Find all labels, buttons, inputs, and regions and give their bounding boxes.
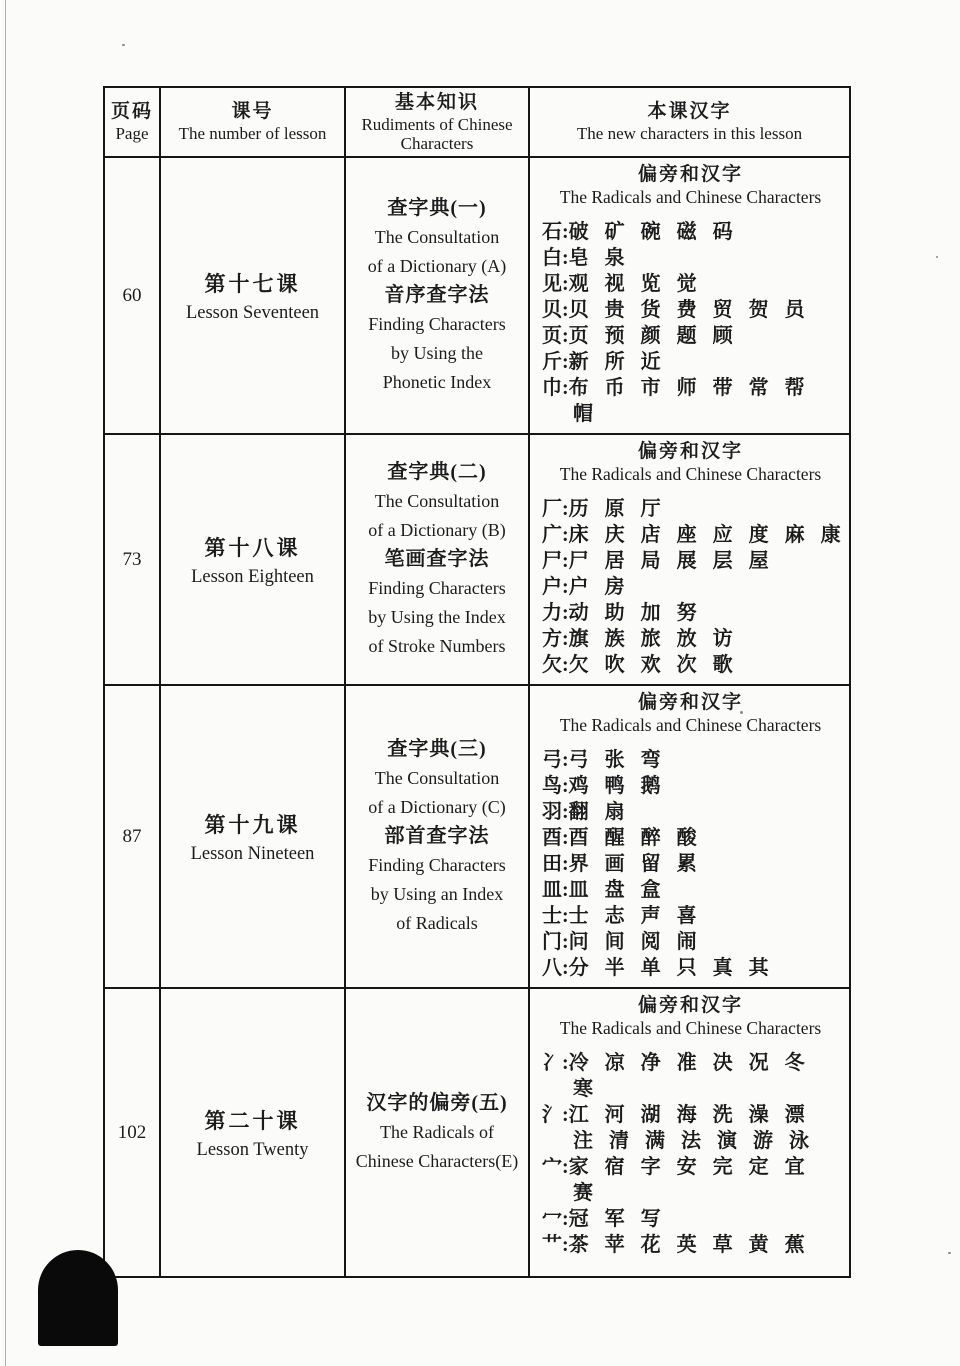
radical-line: 氵:江 河 湖 海 洗 澡 漂 [542, 1104, 805, 1126]
rudiments-line: 音序查字法 [384, 284, 490, 306]
rudiments-cell [346, 158, 530, 435]
rudiments-line: by Using the [391, 343, 483, 363]
radical-line: 斤:新 所 近 [542, 351, 661, 373]
lesson-title-en: Lesson Twenty [196, 1139, 309, 1160]
radical-line: 宀:家 宿 字 安 完 定 宜 [542, 1156, 805, 1178]
radical-line: 白:皂 泉 [542, 247, 625, 269]
rudiments-line: 查字典(三) [387, 738, 487, 760]
radical-line: 皿:皿 盘 盒 [542, 879, 661, 901]
lesson-title-zh: 第十九课 [204, 812, 301, 837]
lesson-title-en: Lesson Nineteen [190, 843, 315, 864]
lesson-cell [161, 435, 346, 686]
rudiments-line: of a Dictionary (C) [368, 797, 506, 817]
radical-line: 巾:布 币 市 师 带 常 帮 [542, 377, 805, 399]
radical-line: 注 清 满 法 演 游 泳 [573, 1130, 809, 1152]
radical-line: 赛 [573, 1182, 593, 1204]
radicals-title-zh: 偏旁和汉字 [637, 692, 743, 713]
page-number-cell: 102 [105, 989, 161, 1276]
header-rudiments-en: Rudiments of Chinese Characters [361, 114, 513, 153]
lesson-title-en: Lesson Seventeen [185, 302, 320, 323]
rudiments-line: Phonetic Index [382, 372, 492, 392]
radicals-title-en: The Radicals and Chinese Characters [559, 1018, 822, 1038]
lesson-title-zh: 第二十课 [204, 1108, 301, 1133]
lesson-title-zh: 第十八课 [204, 535, 301, 560]
header-rudiments-column [346, 88, 530, 158]
scan-speck [122, 44, 125, 46]
page-edge-line [5, 0, 6, 1366]
radical-line: 八:分 半 单 只 真 其 [542, 957, 769, 979]
page-number-cell: 60 [105, 158, 161, 435]
rudiments-line: The Consultation [374, 768, 500, 788]
radical-line: 酉:酉 醒 醉 酸 [542, 827, 697, 849]
rudiments-cell [346, 686, 530, 989]
radicals-title-zh: 偏旁和汉字 [637, 164, 743, 185]
radical-line: 户:户 房 [542, 576, 625, 598]
radical-line: 贝:贝 贵 货 费 贸 贺 员 [542, 299, 805, 321]
radical-line: 冖:冠 军 写 [542, 1208, 661, 1230]
header-lesson-zh: 课号 [231, 101, 274, 122]
header-page-column [105, 88, 161, 158]
rudiments-cell [346, 989, 530, 1276]
page-number-cell: 73 [105, 435, 161, 686]
radical-lines [536, 747, 845, 981]
header-lesson-column [161, 88, 346, 158]
radical-line: 艹:茶 苹 花 英 草 黄 蕉 [542, 1234, 805, 1256]
header-characters-zh: 本课汉字 [647, 101, 732, 122]
characters-cell [530, 686, 849, 989]
radicals-title-en: The Radicals and Chinese Characters [559, 715, 822, 735]
rudiments-line: 笔画查字法 [384, 548, 490, 570]
header-characters-en: The new characters in this lesson [576, 124, 803, 143]
rudiments-line: Finding Characters [368, 578, 506, 598]
radical-line: 尸:尸 居 局 展 层 屋 [542, 550, 769, 572]
rudiments-line: 部首查字法 [384, 825, 490, 847]
radical-line: 石:破 矿 碗 磁 码 [542, 221, 733, 243]
lesson-cell [161, 989, 346, 1276]
radical-line: 欠:欠 吹 欢 次 歌 [542, 654, 733, 676]
radicals-title-en: The Radicals and Chinese Characters [559, 187, 822, 207]
radical-line: 力:动 助 加 努 [542, 602, 697, 624]
rudiments-line: The Radicals of [380, 1122, 494, 1142]
scan-speck [936, 256, 938, 258]
radical-line: 方:旗 族 旅 放 访 [542, 628, 733, 650]
scan-speck [948, 1252, 951, 1254]
page-number-cell: 87 [105, 686, 161, 989]
rudiments-line: 查字典(一) [387, 197, 487, 219]
rudiments-line: Finding Characters [368, 855, 506, 875]
header-lesson-en: The number of lesson [178, 124, 327, 143]
lesson-title-en: Lesson Eighteen [191, 566, 314, 587]
rudiments-line: of a Dictionary (B) [368, 520, 506, 540]
rudiments-line: of Radicals [396, 913, 478, 933]
radical-line: 弓:弓 张 弯 [542, 749, 661, 771]
rudiments-cell [346, 435, 530, 686]
radical-line: 冫:冷 凉 净 准 决 况 冬 [542, 1052, 805, 1074]
radical-line: 广:床 庆 店 座 应 度 麻 康 [542, 524, 841, 546]
radicals-title-zh: 偏旁和汉字 [637, 995, 743, 1016]
header-page-en: Page [115, 124, 149, 143]
radical-line: 寒 [573, 1078, 593, 1100]
radical-line: 田:界 画 留 累 [542, 853, 697, 875]
rudiments-line: The Consultation [374, 227, 500, 247]
header-rudiments-zh: 基本知识 [394, 91, 479, 113]
radical-lines [536, 219, 845, 427]
characters-cell [530, 989, 849, 1276]
rudiments-line: of a Dictionary (A) [367, 256, 507, 276]
radical-line: 页:页 预 颜 题 顾 [542, 325, 733, 347]
rudiments-line: 汉字的偏旁(五) [366, 1092, 508, 1114]
radical-line: 鸟:鸡 鸭 鹅 [542, 775, 661, 797]
characters-cell [530, 435, 849, 686]
rudiments-line: 查字典(二) [387, 461, 487, 483]
rudiments-line: by Using the Index [368, 607, 506, 627]
rudiments-line: Finding Characters [368, 314, 506, 334]
characters-cell [530, 158, 849, 435]
radical-line: 门:问 间 阅 闹 [542, 931, 697, 953]
rudiments-line: The Consultation [374, 491, 500, 511]
ink-blot [38, 1250, 118, 1346]
radical-line: 帽 [573, 403, 593, 425]
radical-line: 羽:翻 扇 [542, 801, 625, 823]
rudiments-line: Chinese Characters(E) [355, 1151, 519, 1171]
radical-line: 厂:历 原 厅 [542, 498, 661, 520]
lesson-cell [161, 686, 346, 989]
radicals-title-zh: 偏旁和汉字 [637, 441, 743, 462]
radical-line: 士:士 志 声 喜 [542, 905, 697, 927]
rudiments-line: of Stroke Numbers [368, 636, 506, 656]
lesson-contents-table [103, 86, 851, 1278]
lesson-title-zh: 第十七课 [204, 271, 301, 296]
radical-lines [536, 1050, 845, 1258]
header-page-zh: 页码 [110, 101, 153, 122]
lesson-cell [161, 158, 346, 435]
radicals-title-en: The Radicals and Chinese Characters [559, 464, 822, 484]
radical-line: 见:观 视 览 觉 [542, 273, 697, 295]
rudiments-line: by Using an Index [370, 884, 504, 904]
header-characters-column [530, 88, 849, 158]
radical-lines [536, 496, 845, 678]
